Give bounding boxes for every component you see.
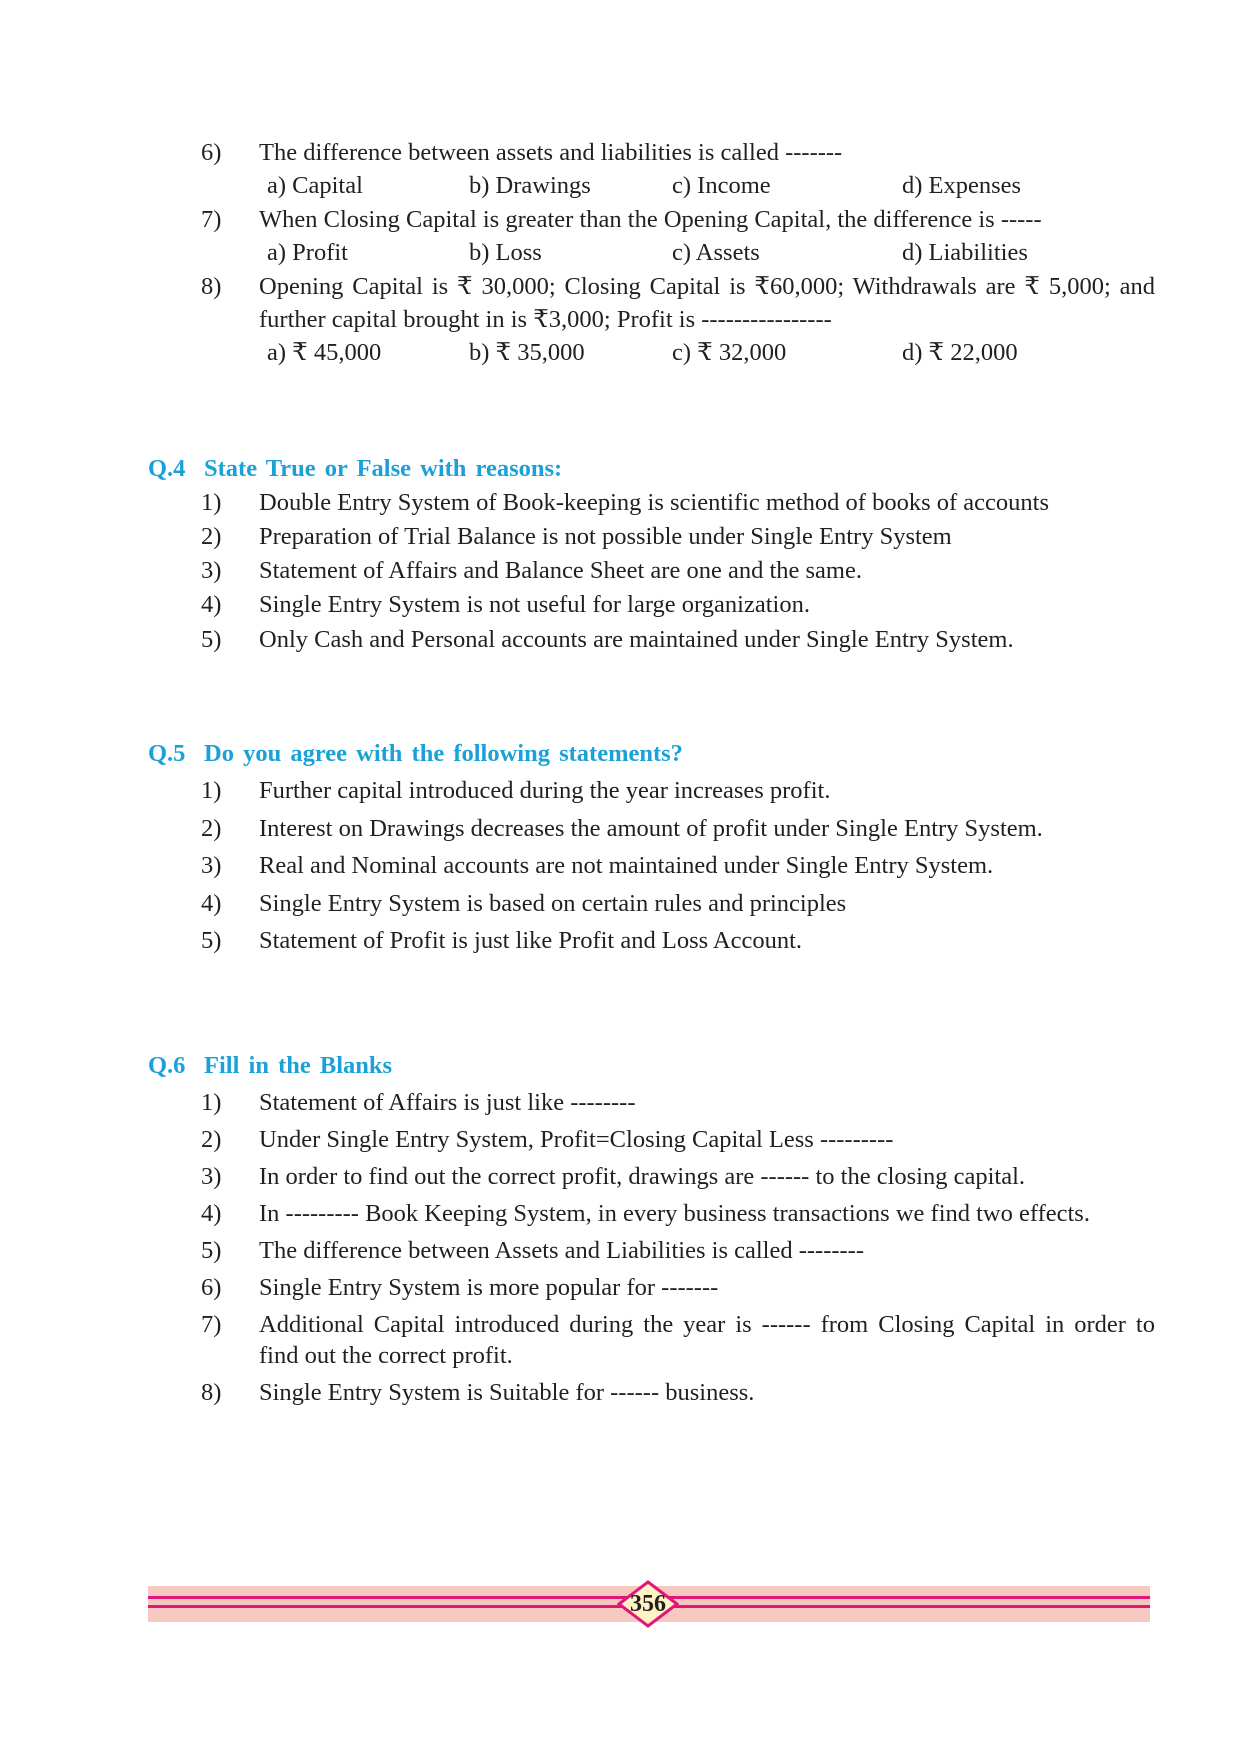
item-question: When Closing Capital is greater than the Opening Capital, the difference is ----- xyxy=(259,206,1042,233)
option-d: d) ₹ 22,000 xyxy=(902,339,1018,366)
page-number: 356 xyxy=(630,1591,666,1617)
item-text-line1: Additional Capital introduced during the year is ------ from Closing Capital in order to xyxy=(259,1311,1155,1338)
option-b: b) Drawings xyxy=(469,172,591,199)
item-number: 8) xyxy=(201,1379,222,1406)
option-b: b) Loss xyxy=(469,239,542,266)
item-text: Double Entry System of Book-keeping is scientific method of books of accounts xyxy=(259,489,1049,516)
item-text: Single Entry System is more popular for ------- xyxy=(259,1274,719,1301)
item-text: In --------- Book Keeping System, in every business transactions we find two effects. xyxy=(259,1200,1090,1227)
item-number: 4) xyxy=(201,1200,222,1227)
item-number: 5) xyxy=(201,927,222,954)
item-text-line2: find out the correct profit. xyxy=(259,1342,513,1369)
item-text: Under Single Entry System, Profit=Closing Capital Less --------- xyxy=(259,1126,894,1153)
item-text: Statement of Affairs is just like -------- xyxy=(259,1089,636,1116)
item-number: 3) xyxy=(201,852,222,879)
option-b: b) ₹ 35,000 xyxy=(469,339,585,366)
question-title: Fill in the Blanks xyxy=(204,1052,393,1079)
item-number: 2) xyxy=(201,1126,222,1153)
option-d: d) Expenses xyxy=(902,172,1022,199)
item-text: Only Cash and Personal accounts are maintained under Single Entry System. xyxy=(259,626,1014,653)
item-text: Further capital introduced during the year increases profit. xyxy=(259,777,831,804)
question-label: Q.6 xyxy=(148,1052,186,1079)
item-number: 1) xyxy=(201,1089,222,1116)
q4-heading xyxy=(148,454,562,484)
item-number: 1) xyxy=(201,489,222,516)
page-footer xyxy=(148,1586,1150,1622)
question-title: Do you agree with the following statements? xyxy=(204,740,683,767)
item-number: 3) xyxy=(201,557,222,584)
question-label: Q.5 xyxy=(148,740,186,767)
item-text: In order to find out the correct profit, drawings are ------ to the closing capital. xyxy=(259,1163,1026,1190)
item-number: 6) xyxy=(201,1274,222,1301)
q6-heading xyxy=(148,1051,392,1081)
q5-heading xyxy=(148,739,683,769)
item-number: 7) xyxy=(201,206,222,233)
item-text: Interest on Drawings decreases the amount of profit under Single Entry System. xyxy=(259,815,1043,842)
item-question-line1: Opening Capital is ₹ 30,000; Closing Capital is ₹60,000; Withdrawals are ₹ 5,000; and xyxy=(259,273,1155,300)
item-number: 6) xyxy=(201,139,222,166)
question-label: Q.4 xyxy=(148,455,186,482)
item-number: 2) xyxy=(201,815,222,842)
item-text: Single Entry System is based on certain rules and principles xyxy=(259,890,847,917)
item-question: The difference between assets and liabilities is called ------- xyxy=(259,139,843,166)
item-text: Preparation of Trial Balance is not possible under Single Entry System xyxy=(259,523,952,550)
item-number: 7) xyxy=(201,1311,222,1338)
option-c: c) Income xyxy=(672,172,771,199)
option-c: c) Assets xyxy=(672,239,760,266)
item-text: Statement of Affairs and Balance Sheet are one and the same. xyxy=(259,557,862,584)
item-number: 4) xyxy=(201,890,222,917)
item-number: 4) xyxy=(201,591,222,618)
option-c: c) ₹ 32,000 xyxy=(672,339,787,366)
item-text: Real and Nominal accounts are not maintained under Single Entry System. xyxy=(259,852,994,879)
item-number: 1) xyxy=(201,777,222,804)
question-title: State True or False with reasons: xyxy=(204,455,563,482)
item-number: 2) xyxy=(201,523,222,550)
item-number: 3) xyxy=(201,1163,222,1190)
option-a: a) Capital xyxy=(267,172,363,199)
item-text: Statement of Profit is just like Profit and Loss Account. xyxy=(259,927,803,954)
item-number: 8) xyxy=(201,273,222,300)
option-d: d) Liabilities xyxy=(902,239,1028,266)
item-question-line2: further capital brought in is ₹3,000; Profit is ---------------- xyxy=(259,306,832,333)
option-a: a) Profit xyxy=(267,239,348,266)
item-number: 5) xyxy=(201,626,222,653)
page-number-badge xyxy=(617,1580,679,1628)
item-number: 5) xyxy=(201,1237,222,1264)
item-text: The difference between Assets and Liabilities is called -------- xyxy=(259,1237,864,1264)
option-a: a) ₹ 45,000 xyxy=(267,339,382,366)
item-text: Single Entry System is not useful for large organization. xyxy=(259,591,810,618)
item-text: Single Entry System is Suitable for ------ business. xyxy=(259,1379,755,1406)
